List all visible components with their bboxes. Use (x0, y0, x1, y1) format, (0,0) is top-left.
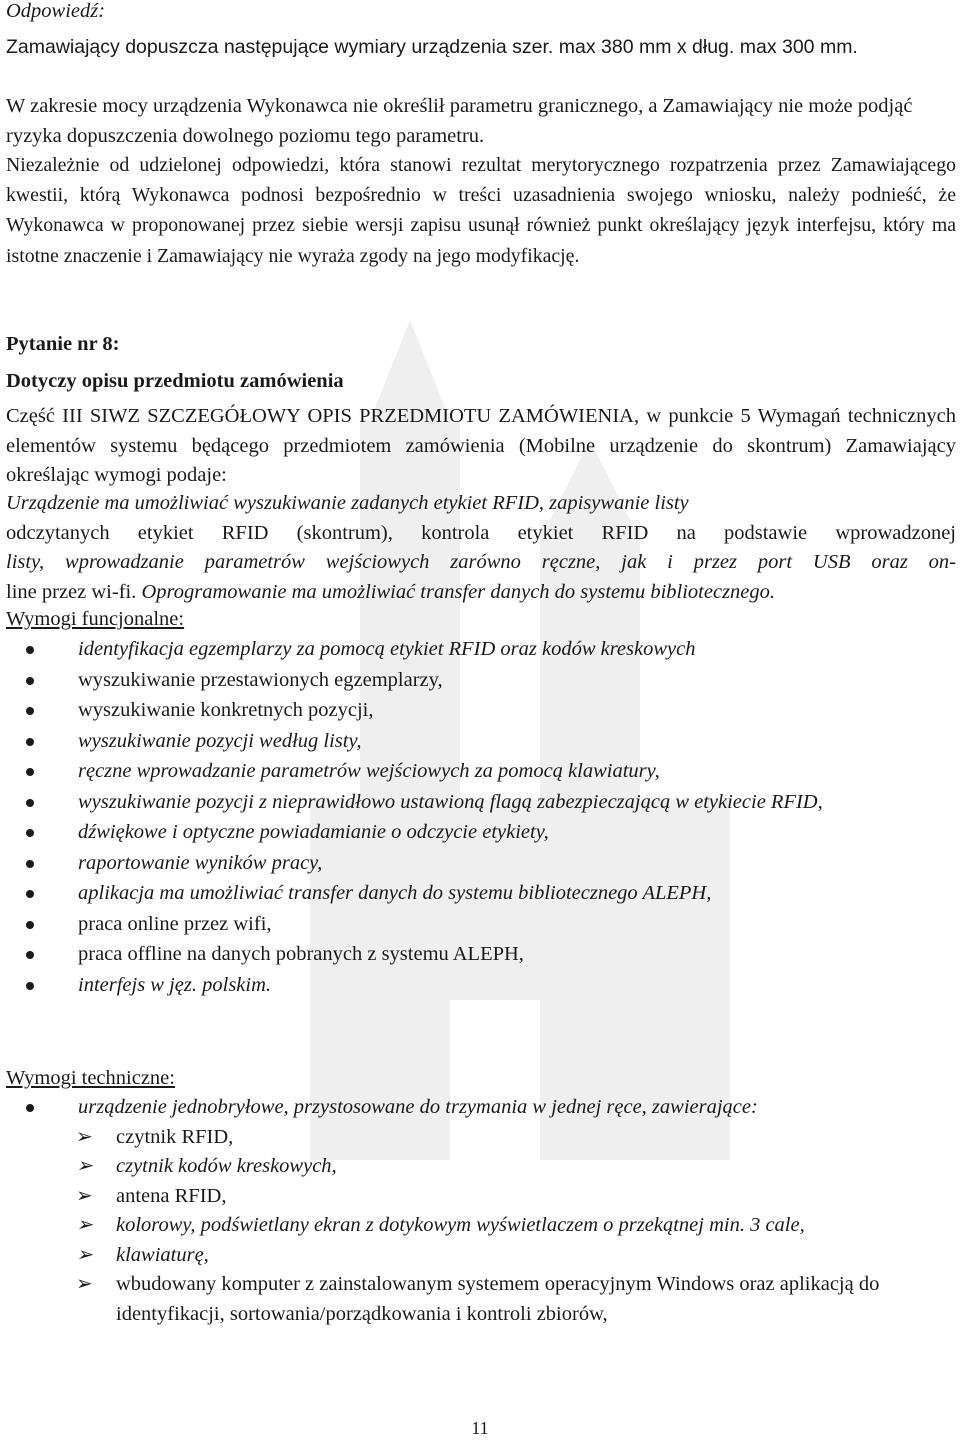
list-item (0, 849, 958, 879)
description-line-2: odczytanych etykiet RFID (skontrum), kontrola etykiet RFID na podstawie wprowadzonej (6, 521, 956, 544)
technical-requirements-list (0, 1093, 958, 1329)
arrow-bullet-icon: ➢ (76, 1184, 93, 1207)
sublist-item-text: kolorowy, podświetlany ekran z dotykowym wyświetlaczem o przekątnej min. 3 cale, (116, 1214, 805, 1236)
sublist-item-text: wbudowany komputer z zainstalowanym systemem operacyjnym Windows oraz aplikacją do identyfikacji, sortowania/porządkowania i kontroli zbiorów, (116, 1273, 880, 1325)
list-item-text: ręczne wprowadzanie parametrów wejściowych za pomocą klawiatury, (78, 760, 660, 782)
bullet-icon (26, 768, 34, 776)
bullet-icon (26, 982, 34, 990)
bullet-icon (26, 738, 34, 746)
arrow-bullet-icon: ➢ (76, 1214, 93, 1236)
list-item (0, 1093, 958, 1123)
list-item-text: interfejs w jęz. polskim. (78, 973, 272, 996)
technical-requirements-heading: Wymogi techniczne: (6, 1067, 175, 1089)
list-item-text: praca online przez wifi, (78, 912, 272, 935)
sublist-item (0, 1123, 958, 1153)
bullet-icon (26, 799, 34, 807)
list-item (0, 696, 958, 726)
arrow-bullet-icon: ➢ (76, 1155, 93, 1177)
list-item (0, 818, 958, 848)
answer-paragraph-power: W zakresie mocy urządzenia Wykonawca nie określił parametru granicznego, a Zamawiający nie może podjąć ryzyka dopuszczenia dowolnego poziomu tego parametru. (6, 95, 913, 147)
sublist-item (0, 1241, 958, 1271)
list-item (0, 879, 958, 909)
list-item-text: dźwiękowe i optyczne powiadamianie o odczycie etykiety, (78, 821, 549, 843)
bullet-icon (26, 707, 34, 715)
description-line-3: listy, wprowadzanie parametrów wejściowych zarówno ręczne, jak i przez port USB oraz on- (6, 551, 956, 573)
answer-paragraph-dimensions: Zamawiający dopuszcza następujące wymiary urządzenia szer. max 380 mm x dług. max 300 mm. (6, 36, 858, 58)
functional-requirements-list (0, 635, 958, 1000)
sublist-item (0, 1152, 958, 1182)
bullet-icon (26, 677, 34, 685)
arrow-bullet-icon: ➢ (76, 1273, 93, 1295)
list-item (0, 940, 958, 970)
bullet-icon (26, 860, 34, 868)
bullet-icon (26, 829, 34, 837)
list-item (0, 666, 958, 696)
answer-heading: Odpowiedź: (6, 0, 106, 22)
description-line-4 (6, 578, 956, 608)
answer-paragraph-interface: Niezależnie od udzielonej odpowiedzi, która stanowi rezultat merytorycznego rozpatrzenia przez Zamawiającego kwestii, którą Wykonawca podnosi bezpośrednio w treści uzasadnienia swojego wniosku, należy podnieść, że Wykonawca w proponowanej przez siebie wersji zapisu usunął również punkt określający język interfejsu, który ma istotne znaczenie i Zamawiający nie wyraża zgody na jego modyfikację. (6, 154, 956, 267)
sublist-item-text: klawiaturę, (116, 1243, 209, 1266)
list-item (0, 788, 958, 818)
sublist-item-text: antena RFID, (116, 1184, 227, 1207)
technical-item-text: urządzenie jednobryłowe, przystosowane do trzymania w jednej ręce, zawierające: (78, 1096, 758, 1118)
list-item (0, 910, 958, 940)
bullet-icon (26, 951, 34, 959)
list-item (0, 757, 958, 787)
sublist-item (0, 1211, 958, 1241)
list-item-text: aplikacja ma umożliwiać transfer danych do systemu bibliotecznego ALEPH, (78, 882, 712, 904)
question-title: Pytanie nr 8: (6, 333, 120, 355)
description-online-text: line przez wi-fi. (6, 580, 137, 603)
arrow-bullet-icon: ➢ (76, 1243, 93, 1266)
bullet-icon (26, 646, 34, 654)
question-description (6, 489, 956, 607)
arrow-bullet-icon: ➢ (76, 1125, 93, 1148)
sublist-item-text: czytnik kodów kreskowych, (116, 1155, 337, 1177)
question-subject: Dotyczy opisu przedmiotu zamówienia (6, 370, 344, 392)
bullet-icon (26, 1104, 34, 1112)
sublist-item (0, 1270, 958, 1329)
list-item-text: wyszukiwanie przestawionych egzemplarzy, (78, 668, 443, 691)
bullet-icon (26, 921, 34, 929)
sublist-item-text: czytnik RFID, (116, 1125, 234, 1148)
list-item (0, 635, 958, 665)
list-item-text: wyszukiwanie pozycji według listy, (78, 729, 362, 752)
list-item-text: raportowanie wyników pracy, (78, 851, 323, 874)
technical-sublist (0, 1123, 958, 1330)
list-item (0, 971, 958, 1001)
list-item-text: wyszukiwanie konkretnych pozycji, (78, 699, 374, 721)
list-item (0, 727, 958, 757)
sublist-item (0, 1182, 958, 1212)
page-number: 11 (471, 1418, 489, 1438)
list-item-text: praca offline na danych pobranych z systemu ALEPH, (78, 943, 524, 965)
question-intro: Część III SIWZ SZCZEGÓŁOWY OPIS PRZEDMIOTU ZAMÓWIENIA, w punkcie 5 Wymagań technicznych elementów systemu będącego przedmiotem zamówienia (Mobilne urządzenie do skontrum) Zamawiający określając wymogi podaje: (6, 405, 956, 486)
description-software-text: Oprogramowanie ma umożliwiać transfer danych do systemu bibliotecznego. (141, 580, 776, 603)
bullet-icon (26, 890, 34, 898)
functional-requirements-heading: Wymogi funcjonalne: (6, 608, 185, 630)
description-line-1: Urządzenie ma umożliwiać wyszukiwanie zadanych etykiet RFID, zapisywanie listy (6, 492, 689, 514)
list-item-text: identyfikacja egzemplarzy za pomocą etykiet RFID oraz kodów kreskowych (78, 638, 696, 660)
list-item-text: wyszukiwanie pozycji z nieprawidłowo ustawioną flagą zabezpieczającą w etykiecie RFID, (78, 790, 823, 813)
